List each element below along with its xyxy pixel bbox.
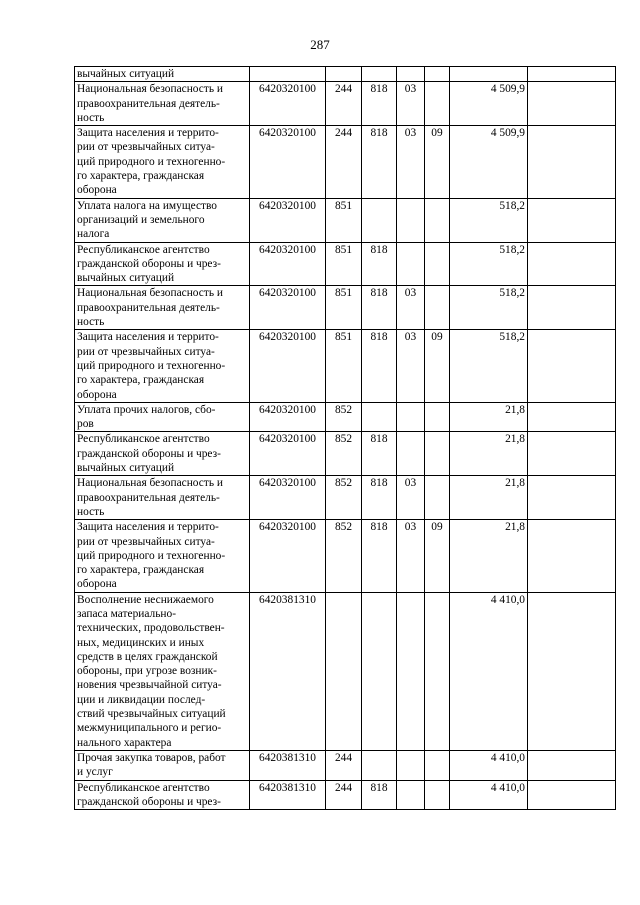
table-row: [75, 750, 616, 780]
cell-item-name: [75, 126, 250, 198]
cell-expense-type: 851: [326, 330, 362, 402]
cell-extra: [528, 520, 616, 592]
cell-expense-type: [326, 592, 362, 750]
table-row: [75, 126, 616, 198]
cell-target-article: 6420320100: [250, 432, 326, 476]
item-name-line: Республиканское агентство: [77, 433, 210, 446]
cell-subsection: 09: [425, 126, 450, 198]
item-name-line: Национальная безопасность и: [77, 287, 223, 300]
cell-expense-type: 851: [326, 242, 362, 286]
item-name-line: го характера, гражданская: [77, 374, 205, 387]
cell-amount: 21,8: [450, 476, 528, 520]
cell-section: 03: [397, 330, 425, 402]
cell-expense-type: 852: [326, 520, 362, 592]
table-row: [75, 402, 616, 432]
cell-target-article: 6420320100: [250, 520, 326, 592]
cell-target-article: 6420320100: [250, 126, 326, 198]
item-name-line: гражданской обороны и чрез-: [77, 795, 221, 808]
cell-subsection: [425, 780, 450, 810]
cell-subsection: [425, 750, 450, 780]
item-name-line: нального характера: [77, 736, 172, 749]
cell-section: [397, 198, 425, 242]
cell-subsection: [425, 286, 450, 330]
item-name-line: правоохранительная деятель-: [77, 301, 220, 314]
cell-extra: [528, 750, 616, 780]
item-name-line: Защита населения и террито-: [77, 127, 219, 140]
cell-agency-code: [362, 198, 397, 242]
item-name-line: Республиканское агентство: [77, 781, 210, 794]
item-name-line: рии от чрезвычайных ситуа-: [77, 345, 215, 358]
item-name-line: ров: [77, 418, 94, 431]
cell-amount: 518,2: [450, 286, 528, 330]
cell-agency-code: 818: [362, 432, 397, 476]
item-name-line: обороны, при угрозе возник-: [77, 665, 217, 678]
cell-item-name: [75, 592, 250, 750]
cell-amount: 4 410,0: [450, 750, 528, 780]
table-row: [75, 67, 616, 82]
cell-agency-code: 818: [362, 330, 397, 402]
item-name-line: Республиканское агентство: [77, 243, 210, 256]
item-name-line: ных, медицинских и иных: [77, 636, 205, 649]
item-name-line: ций природного и техногенно-: [77, 359, 226, 372]
item-name-line: и услуг: [77, 766, 113, 779]
item-name-line: гражданской обороны и чрез-: [77, 447, 221, 460]
cell-subsection: [425, 67, 450, 82]
item-name-line: го характера, гражданская: [77, 170, 205, 183]
cell-extra: [528, 780, 616, 810]
cell-section: [397, 432, 425, 476]
item-name-line: налога: [77, 228, 110, 241]
cell-extra: [528, 242, 616, 286]
item-name-line: Прочая закупка товаров, работ: [77, 751, 226, 764]
item-name-line: межмуниципального и регио-: [77, 722, 222, 735]
budget-table: [74, 66, 616, 810]
cell-item-name: [75, 198, 250, 242]
cell-expense-type: 852: [326, 432, 362, 476]
item-name-line: запаса материально-: [77, 607, 176, 620]
cell-agency-code: 818: [362, 520, 397, 592]
cell-target-article: 6420320100: [250, 198, 326, 242]
cell-expense-type: 852: [326, 402, 362, 432]
cell-section: [397, 592, 425, 750]
item-name-line: вычайных ситуаций: [77, 462, 175, 475]
item-name-line: ций природного и техногенно-: [77, 549, 226, 562]
cell-item-name: [75, 750, 250, 780]
cell-subsection: [425, 198, 450, 242]
cell-item-name: [75, 286, 250, 330]
cell-extra: [528, 198, 616, 242]
cell-extra: [528, 330, 616, 402]
table-row: [75, 520, 616, 592]
cell-target-article: 6420320100: [250, 286, 326, 330]
cell-subsection: [425, 242, 450, 286]
cell-expense-type: 851: [326, 198, 362, 242]
cell-subsection: 09: [425, 520, 450, 592]
table-row: [75, 286, 616, 330]
cell-agency-code: 818: [362, 242, 397, 286]
cell-item-name: [75, 330, 250, 402]
cell-expense-type: 244: [326, 780, 362, 810]
item-name-line: ность: [77, 111, 105, 124]
cell-expense-type: 852: [326, 476, 362, 520]
item-name-line: рии от чрезвычайных ситуа-: [77, 535, 215, 548]
cell-item-name: [75, 67, 250, 82]
cell-section: [397, 750, 425, 780]
cell-target-article: 6420320100: [250, 82, 326, 126]
item-name-line: вычайных ситуаций: [77, 272, 175, 285]
cell-section: 03: [397, 82, 425, 126]
cell-item-name: [75, 432, 250, 476]
cell-amount: 4 509,9: [450, 126, 528, 198]
cell-agency-code: [362, 67, 397, 82]
cell-section: 03: [397, 286, 425, 330]
table-row: [75, 82, 616, 126]
cell-subsection: [425, 82, 450, 126]
item-name-line: технических, продовольствен-: [77, 622, 225, 635]
table-row: [75, 780, 616, 810]
cell-subsection: 09: [425, 330, 450, 402]
cell-item-name: [75, 242, 250, 286]
cell-extra: [528, 126, 616, 198]
cell-target-article: 6420320100: [250, 476, 326, 520]
item-name-line: правоохранительная деятель-: [77, 97, 220, 110]
item-name-line: Уплата прочих налогов, сбо-: [77, 403, 216, 416]
cell-expense-type: 244: [326, 82, 362, 126]
table-row: [75, 198, 616, 242]
cell-section: [397, 402, 425, 432]
cell-section: 03: [397, 126, 425, 198]
cell-extra: [528, 402, 616, 432]
page-number: 287: [310, 37, 330, 52]
cell-target-article: 6420320100: [250, 242, 326, 286]
item-name-line: ций природного и техногенно-: [77, 155, 226, 168]
item-name-line: правоохранительная деятель-: [77, 491, 220, 504]
cell-extra: [528, 82, 616, 126]
cell-target-article: 6420381310: [250, 592, 326, 750]
cell-amount: 21,8: [450, 402, 528, 432]
item-name-line: организаций и земельного: [77, 213, 205, 226]
cell-item-name: [75, 780, 250, 810]
item-name-line: Уплата налога на имущество: [77, 199, 217, 212]
budget-table-body: [75, 67, 616, 810]
cell-agency-code: 818: [362, 286, 397, 330]
item-name-line: оборона: [77, 578, 117, 591]
cell-amount: 4 410,0: [450, 592, 528, 750]
cell-extra: [528, 286, 616, 330]
cell-item-name: [75, 402, 250, 432]
cell-amount: [450, 67, 528, 82]
item-name-line: Национальная безопасность и: [77, 83, 223, 96]
item-name-line: средств в целях гражданской: [77, 650, 218, 663]
item-name-line: новения чрезвычайной ситуа-: [77, 679, 222, 692]
table-row: [75, 432, 616, 476]
item-name-line: Восполнение неснижаемого: [77, 593, 214, 606]
cell-expense-type: 244: [326, 126, 362, 198]
cell-amount: 21,8: [450, 432, 528, 476]
item-name-line: ность: [77, 316, 105, 329]
item-name-line: Защита населения и террито-: [77, 331, 219, 344]
cell-target-article: 6420320100: [250, 330, 326, 402]
cell-extra: [528, 476, 616, 520]
table-row: [75, 592, 616, 750]
cell-item-name: [75, 520, 250, 592]
cell-agency-code: [362, 750, 397, 780]
cell-target-article: 6420320100: [250, 402, 326, 432]
cell-amount: 4 509,9: [450, 82, 528, 126]
cell-target-article: 6420381310: [250, 750, 326, 780]
cell-target-article: [250, 67, 326, 82]
item-name-line: Защита населения и террито-: [77, 521, 219, 534]
cell-extra: [528, 67, 616, 82]
item-name-line: оборона: [77, 184, 117, 197]
cell-amount: 21,8: [450, 520, 528, 592]
cell-section: [397, 67, 425, 82]
table-row: [75, 330, 616, 402]
cell-expense-type: [326, 67, 362, 82]
cell-amount: 518,2: [450, 198, 528, 242]
cell-subsection: [425, 402, 450, 432]
cell-amount: 4 410,0: [450, 780, 528, 810]
cell-subsection: [425, 432, 450, 476]
cell-agency-code: 818: [362, 780, 397, 810]
cell-amount: 518,2: [450, 330, 528, 402]
cell-expense-type: 244: [326, 750, 362, 780]
cell-agency-code: [362, 592, 397, 750]
cell-agency-code: 818: [362, 126, 397, 198]
item-name-line: ции и ликвидации послед-: [77, 693, 206, 706]
item-name-line: ствий чрезвычайных ситуаций: [77, 708, 226, 721]
item-name-line: оборона: [77, 388, 117, 401]
cell-agency-code: [362, 402, 397, 432]
item-name-line: вычайных ситуаций: [77, 68, 175, 80]
item-name-line: гражданской обороны и чрез-: [77, 257, 221, 270]
cell-section: 03: [397, 520, 425, 592]
cell-expense-type: 851: [326, 286, 362, 330]
table-row: [75, 242, 616, 286]
cell-item-name: [75, 476, 250, 520]
item-name-line: Национальная безопасность и: [77, 477, 223, 490]
cell-agency-code: 818: [362, 82, 397, 126]
table-row: [75, 476, 616, 520]
cell-amount: 518,2: [450, 242, 528, 286]
cell-item-name: [75, 82, 250, 126]
cell-target-article: 6420381310: [250, 780, 326, 810]
cell-agency-code: 818: [362, 476, 397, 520]
cell-section: [397, 780, 425, 810]
cell-extra: [528, 592, 616, 750]
cell-subsection: [425, 592, 450, 750]
cell-extra: [528, 432, 616, 476]
cell-subsection: [425, 476, 450, 520]
item-name-line: рии от чрезвычайных ситуа-: [77, 141, 215, 154]
item-name-line: ность: [77, 505, 105, 518]
cell-section: [397, 242, 425, 286]
item-name-line: го характера, гражданская: [77, 564, 205, 577]
cell-section: 03: [397, 476, 425, 520]
